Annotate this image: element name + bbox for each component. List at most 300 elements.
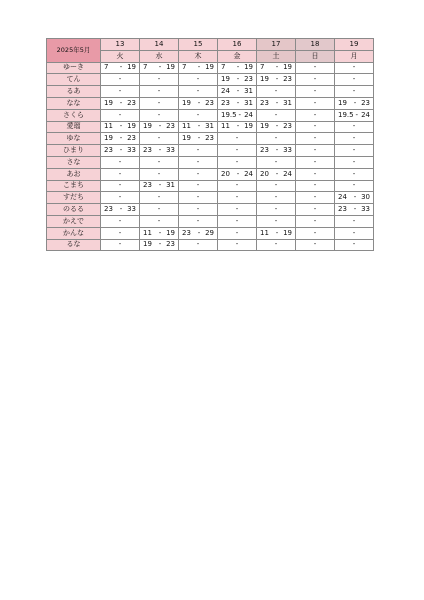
no-shift-cell: - bbox=[296, 133, 335, 145]
shift-end: 23 bbox=[244, 75, 253, 84]
shift-time-cell bbox=[218, 168, 257, 180]
shift-time-cell bbox=[257, 62, 296, 74]
staff-name: 愛瑠 bbox=[47, 121, 101, 133]
shift-end: 23 bbox=[166, 240, 175, 249]
no-shift-cell: - bbox=[296, 62, 335, 74]
no-shift-cell: - bbox=[335, 180, 374, 192]
shift-time-cell bbox=[101, 133, 140, 145]
no-shift-cell: - bbox=[335, 156, 374, 168]
shift-time-cell bbox=[335, 192, 374, 204]
table-row bbox=[47, 133, 374, 145]
shift-time-cell bbox=[179, 133, 218, 145]
range-separator: - bbox=[197, 122, 201, 131]
no-shift-cell: - bbox=[101, 180, 140, 192]
weekday-label: 木 bbox=[179, 50, 218, 62]
time-range bbox=[257, 76, 295, 83]
time-range bbox=[257, 64, 295, 71]
table-row bbox=[47, 180, 374, 192]
range-separator: - bbox=[275, 98, 279, 107]
table-row bbox=[47, 227, 374, 239]
no-shift-cell: - bbox=[335, 62, 374, 74]
table-row bbox=[47, 62, 374, 74]
weekday-label: 火 bbox=[101, 50, 140, 62]
time-range bbox=[101, 64, 139, 71]
no-shift-cell: - bbox=[257, 109, 296, 121]
range-separator: - bbox=[353, 193, 357, 202]
no-shift-cell: - bbox=[179, 74, 218, 86]
range-separator: - bbox=[119, 134, 123, 143]
no-shift-cell: - bbox=[296, 156, 335, 168]
shift-start: 19 bbox=[104, 134, 113, 143]
shift-end: 33 bbox=[127, 146, 136, 155]
no-shift-cell: - bbox=[335, 121, 374, 133]
shift-start: 23 bbox=[338, 205, 347, 214]
time-range bbox=[218, 100, 256, 107]
staff-name: ゆーき bbox=[47, 62, 101, 74]
range-separator: - bbox=[158, 122, 162, 131]
weekday-label: 月 bbox=[335, 50, 374, 62]
time-range bbox=[179, 64, 217, 71]
shift-start: 7 bbox=[182, 63, 187, 72]
no-shift-cell: - bbox=[179, 86, 218, 98]
range-separator: - bbox=[353, 98, 357, 107]
shift-time-cell bbox=[140, 145, 179, 157]
no-shift-cell: - bbox=[218, 133, 257, 145]
shift-time-cell bbox=[218, 62, 257, 74]
range-separator: - bbox=[238, 110, 242, 119]
no-shift-cell: - bbox=[335, 86, 374, 98]
no-shift-cell: - bbox=[140, 86, 179, 98]
no-shift-cell: - bbox=[179, 215, 218, 227]
no-shift-cell: - bbox=[101, 215, 140, 227]
table-row bbox=[47, 109, 374, 121]
shift-time-cell bbox=[257, 145, 296, 157]
range-separator: - bbox=[355, 110, 359, 119]
shift-end: 23 bbox=[127, 98, 136, 107]
shift-time-cell bbox=[101, 97, 140, 109]
shift-start: 11 bbox=[182, 122, 191, 131]
shift-start: 19 bbox=[143, 240, 152, 249]
time-range bbox=[257, 230, 295, 237]
time-range bbox=[257, 147, 295, 154]
no-shift-cell: - bbox=[179, 239, 218, 251]
staff-name: すだち bbox=[47, 192, 101, 204]
table-row bbox=[47, 156, 374, 168]
no-shift-cell: - bbox=[257, 156, 296, 168]
weekday-label: 金 bbox=[218, 50, 257, 62]
time-range bbox=[179, 100, 217, 107]
shift-end: 33 bbox=[361, 205, 370, 214]
no-shift-cell: - bbox=[179, 192, 218, 204]
range-separator: - bbox=[119, 63, 123, 72]
no-shift-cell: - bbox=[101, 239, 140, 251]
shift-start: 19.5 bbox=[338, 110, 354, 119]
range-separator: - bbox=[158, 228, 162, 237]
no-shift-cell: - bbox=[257, 239, 296, 251]
no-shift-cell: - bbox=[296, 239, 335, 251]
table-row bbox=[47, 74, 374, 86]
shift-end: 23 bbox=[283, 122, 292, 131]
shift-time-cell bbox=[257, 121, 296, 133]
table-row bbox=[47, 192, 374, 204]
range-separator: - bbox=[353, 205, 357, 214]
shift-end: 19 bbox=[166, 228, 175, 237]
table-row bbox=[47, 97, 374, 109]
weekday-label: 日 bbox=[296, 50, 335, 62]
no-shift-cell: - bbox=[296, 204, 335, 216]
staff-name: こまち bbox=[47, 180, 101, 192]
no-shift-cell: - bbox=[101, 168, 140, 180]
shift-end: 23 bbox=[361, 98, 370, 107]
shift-time-cell bbox=[218, 74, 257, 86]
shift-time-cell bbox=[101, 204, 140, 216]
staff-name: てん bbox=[47, 74, 101, 86]
no-shift-cell: - bbox=[296, 109, 335, 121]
shift-time-cell bbox=[140, 121, 179, 133]
no-shift-cell: - bbox=[257, 180, 296, 192]
range-separator: - bbox=[119, 146, 123, 155]
range-separator: - bbox=[197, 134, 201, 143]
staff-name: かえで bbox=[47, 215, 101, 227]
no-shift-cell: - bbox=[335, 168, 374, 180]
no-shift-cell: - bbox=[335, 133, 374, 145]
shift-time-cell bbox=[218, 86, 257, 98]
time-range bbox=[218, 112, 256, 119]
shift-end: 23 bbox=[166, 122, 175, 131]
shift-time-cell bbox=[179, 62, 218, 74]
shift-end: 19 bbox=[244, 122, 253, 131]
shift-time-cell bbox=[101, 121, 140, 133]
range-separator: - bbox=[275, 169, 279, 178]
no-shift-cell: - bbox=[101, 74, 140, 86]
staff-name: るな bbox=[47, 239, 101, 251]
no-shift-cell: - bbox=[335, 227, 374, 239]
shift-end: 29 bbox=[205, 228, 214, 237]
shift-start: 23 bbox=[260, 146, 269, 155]
range-separator: - bbox=[119, 122, 123, 131]
time-range bbox=[140, 64, 178, 71]
shift-start: 23 bbox=[104, 146, 113, 155]
range-separator: - bbox=[275, 228, 279, 237]
shift-end: 30 bbox=[361, 193, 370, 202]
staff-name: ひまり bbox=[47, 145, 101, 157]
no-shift-cell: - bbox=[101, 156, 140, 168]
shift-end: 23 bbox=[283, 75, 292, 84]
no-shift-cell: - bbox=[101, 227, 140, 239]
time-range bbox=[335, 100, 373, 107]
shift-end: 33 bbox=[166, 146, 175, 155]
shift-end: 19 bbox=[283, 63, 292, 72]
no-shift-cell: - bbox=[179, 145, 218, 157]
range-separator: - bbox=[119, 98, 123, 107]
time-range bbox=[257, 171, 295, 178]
no-shift-cell: - bbox=[296, 74, 335, 86]
shift-start: 11 bbox=[104, 122, 113, 131]
no-shift-cell: - bbox=[257, 215, 296, 227]
shift-end: 19 bbox=[127, 122, 136, 131]
range-separator: - bbox=[236, 75, 240, 84]
range-separator: - bbox=[275, 122, 279, 131]
shift-time-cell bbox=[101, 145, 140, 157]
shift-end: 31 bbox=[244, 98, 253, 107]
time-range bbox=[179, 135, 217, 142]
shift-time-cell bbox=[179, 97, 218, 109]
shift-time-cell bbox=[257, 74, 296, 86]
day-number: 18 bbox=[296, 39, 335, 51]
no-shift-cell: - bbox=[218, 156, 257, 168]
shift-time-cell bbox=[101, 62, 140, 74]
staff-name: るあ bbox=[47, 86, 101, 98]
table-row bbox=[47, 121, 374, 133]
time-range bbox=[179, 123, 217, 130]
shift-time-cell bbox=[257, 97, 296, 109]
range-separator: - bbox=[158, 63, 162, 72]
no-shift-cell: - bbox=[179, 156, 218, 168]
shift-time-cell bbox=[140, 239, 179, 251]
shift-time-cell bbox=[140, 62, 179, 74]
range-separator: - bbox=[197, 98, 201, 107]
time-range bbox=[218, 88, 256, 95]
shift-time-cell bbox=[335, 204, 374, 216]
range-separator: - bbox=[275, 63, 279, 72]
shift-end: 24 bbox=[361, 110, 370, 119]
range-separator: - bbox=[275, 146, 279, 155]
day-number: 17 bbox=[257, 39, 296, 51]
no-shift-cell: - bbox=[218, 215, 257, 227]
staff-name: のるる bbox=[47, 204, 101, 216]
range-separator: - bbox=[236, 169, 240, 178]
shift-start: 24 bbox=[221, 87, 230, 96]
shift-start: 24 bbox=[338, 193, 347, 202]
shift-end: 31 bbox=[205, 122, 214, 131]
no-shift-cell: - bbox=[140, 156, 179, 168]
day-number: 13 bbox=[101, 39, 140, 51]
time-range bbox=[218, 76, 256, 83]
no-shift-cell: - bbox=[140, 133, 179, 145]
shift-end: 33 bbox=[283, 146, 292, 155]
shift-end: 24 bbox=[244, 110, 253, 119]
no-shift-cell: - bbox=[257, 86, 296, 98]
no-shift-cell: - bbox=[296, 168, 335, 180]
range-separator: - bbox=[197, 228, 201, 237]
no-shift-cell: - bbox=[179, 109, 218, 121]
no-shift-cell: - bbox=[257, 204, 296, 216]
no-shift-cell: - bbox=[296, 215, 335, 227]
shift-table bbox=[46, 38, 374, 251]
no-shift-cell: - bbox=[140, 74, 179, 86]
shift-end: 31 bbox=[283, 98, 292, 107]
staff-name: さな bbox=[47, 156, 101, 168]
staff-name: さくら bbox=[47, 109, 101, 121]
day-number: 19 bbox=[335, 39, 374, 51]
shift-end: 19 bbox=[166, 63, 175, 72]
shift-start: 19 bbox=[338, 98, 347, 107]
weekday-label: 土 bbox=[257, 50, 296, 62]
no-shift-cell: - bbox=[335, 145, 374, 157]
time-range bbox=[179, 230, 217, 237]
shift-end: 19 bbox=[244, 63, 253, 72]
shift-time-cell bbox=[257, 168, 296, 180]
shift-time-cell bbox=[218, 109, 257, 121]
no-shift-cell: - bbox=[140, 192, 179, 204]
shift-end: 23 bbox=[127, 134, 136, 143]
no-shift-cell: - bbox=[296, 86, 335, 98]
shift-time-cell bbox=[140, 180, 179, 192]
time-range bbox=[218, 123, 256, 130]
time-range bbox=[101, 206, 139, 213]
table-row bbox=[47, 204, 374, 216]
range-separator: - bbox=[158, 181, 162, 190]
staff-name: ゆな bbox=[47, 133, 101, 145]
weekday-label: 水 bbox=[140, 50, 179, 62]
shift-time-cell bbox=[335, 109, 374, 121]
shift-start: 23 bbox=[104, 205, 113, 214]
table-row bbox=[47, 215, 374, 227]
shift-time-cell bbox=[257, 227, 296, 239]
shift-start: 7 bbox=[143, 63, 148, 72]
shift-start: 23 bbox=[221, 98, 230, 107]
shift-start: 19 bbox=[182, 134, 191, 143]
time-range bbox=[140, 147, 178, 154]
staff-name: かんな bbox=[47, 227, 101, 239]
shift-end: 31 bbox=[244, 87, 253, 96]
range-separator: - bbox=[236, 87, 240, 96]
shift-start: 7 bbox=[221, 63, 226, 72]
range-separator: - bbox=[236, 122, 240, 131]
month-label: 2025年5月 bbox=[47, 39, 101, 63]
shift-start: 23 bbox=[143, 181, 152, 190]
time-range bbox=[101, 123, 139, 130]
no-shift-cell: - bbox=[140, 204, 179, 216]
shift-end: 23 bbox=[205, 98, 214, 107]
shift-start: 7 bbox=[104, 63, 109, 72]
no-shift-cell: - bbox=[218, 145, 257, 157]
time-range bbox=[140, 230, 178, 237]
shift-start: 11 bbox=[260, 228, 269, 237]
shift-time-cell bbox=[218, 97, 257, 109]
table-body bbox=[47, 62, 374, 251]
staff-name: なな bbox=[47, 97, 101, 109]
shift-start: 7 bbox=[260, 63, 265, 72]
time-range bbox=[140, 123, 178, 130]
time-range bbox=[101, 135, 139, 142]
no-shift-cell: - bbox=[296, 180, 335, 192]
table-header bbox=[47, 39, 374, 63]
time-range bbox=[101, 100, 139, 107]
shift-end: 24 bbox=[244, 169, 253, 178]
no-shift-cell: - bbox=[218, 204, 257, 216]
shift-start: 11 bbox=[221, 122, 230, 131]
no-shift-cell: - bbox=[335, 215, 374, 227]
shift-end: 31 bbox=[166, 181, 175, 190]
no-shift-cell: - bbox=[218, 227, 257, 239]
no-shift-cell: - bbox=[296, 97, 335, 109]
time-range bbox=[335, 206, 373, 213]
day-number: 14 bbox=[140, 39, 179, 51]
shift-end: 19 bbox=[283, 228, 292, 237]
time-range bbox=[101, 147, 139, 154]
shift-time-cell bbox=[218, 121, 257, 133]
day-number-row bbox=[47, 39, 374, 51]
shift-time-cell bbox=[140, 227, 179, 239]
shift-start: 23 bbox=[260, 98, 269, 107]
time-range bbox=[335, 112, 373, 119]
no-shift-cell: - bbox=[296, 121, 335, 133]
shift-end: 19 bbox=[127, 63, 136, 72]
range-separator: - bbox=[236, 63, 240, 72]
no-shift-cell: - bbox=[101, 109, 140, 121]
shift-start: 23 bbox=[182, 228, 191, 237]
no-shift-cell: - bbox=[101, 86, 140, 98]
no-shift-cell: - bbox=[179, 168, 218, 180]
range-separator: - bbox=[158, 240, 162, 249]
no-shift-cell: - bbox=[218, 180, 257, 192]
table-row bbox=[47, 86, 374, 98]
shift-end: 24 bbox=[283, 169, 292, 178]
shift-end: 33 bbox=[127, 205, 136, 214]
no-shift-cell: - bbox=[140, 109, 179, 121]
shift-start: 19.5 bbox=[221, 110, 237, 119]
no-shift-cell: - bbox=[140, 168, 179, 180]
no-shift-cell: - bbox=[296, 227, 335, 239]
shift-start: 19 bbox=[143, 122, 152, 131]
shift-end: 19 bbox=[205, 63, 214, 72]
range-separator: - bbox=[197, 63, 201, 72]
no-shift-cell: - bbox=[257, 192, 296, 204]
time-range bbox=[140, 182, 178, 189]
shift-start: 19 bbox=[182, 98, 191, 107]
shift-start: 20 bbox=[221, 169, 230, 178]
range-separator: - bbox=[158, 146, 162, 155]
day-number: 15 bbox=[179, 39, 218, 51]
no-shift-cell: - bbox=[218, 192, 257, 204]
time-range bbox=[257, 123, 295, 130]
range-separator: - bbox=[275, 75, 279, 84]
shift-end: 23 bbox=[205, 134, 214, 143]
no-shift-cell: - bbox=[218, 239, 257, 251]
no-shift-cell: - bbox=[179, 204, 218, 216]
shift-start: 11 bbox=[143, 228, 152, 237]
no-shift-cell: - bbox=[296, 145, 335, 157]
no-shift-cell: - bbox=[179, 180, 218, 192]
time-range bbox=[218, 64, 256, 71]
shift-start: 19 bbox=[260, 122, 269, 131]
time-range bbox=[140, 241, 178, 248]
staff-name: あお bbox=[47, 168, 101, 180]
time-range bbox=[218, 171, 256, 178]
shift-start: 19 bbox=[221, 75, 230, 84]
time-range bbox=[257, 100, 295, 107]
table-row bbox=[47, 145, 374, 157]
no-shift-cell: - bbox=[335, 239, 374, 251]
no-shift-cell: - bbox=[140, 215, 179, 227]
range-separator: - bbox=[236, 98, 240, 107]
time-range bbox=[335, 194, 373, 201]
shift-start: 19 bbox=[260, 75, 269, 84]
no-shift-cell: - bbox=[335, 74, 374, 86]
table-row bbox=[47, 239, 374, 251]
no-shift-cell: - bbox=[257, 133, 296, 145]
shift-start: 23 bbox=[143, 146, 152, 155]
shift-time-cell bbox=[335, 97, 374, 109]
shift-start: 20 bbox=[260, 169, 269, 178]
no-shift-cell: - bbox=[140, 97, 179, 109]
shift-time-cell bbox=[179, 227, 218, 239]
no-shift-cell: - bbox=[101, 192, 140, 204]
shift-time-cell bbox=[179, 121, 218, 133]
no-shift-cell: - bbox=[296, 192, 335, 204]
table-row bbox=[47, 168, 374, 180]
